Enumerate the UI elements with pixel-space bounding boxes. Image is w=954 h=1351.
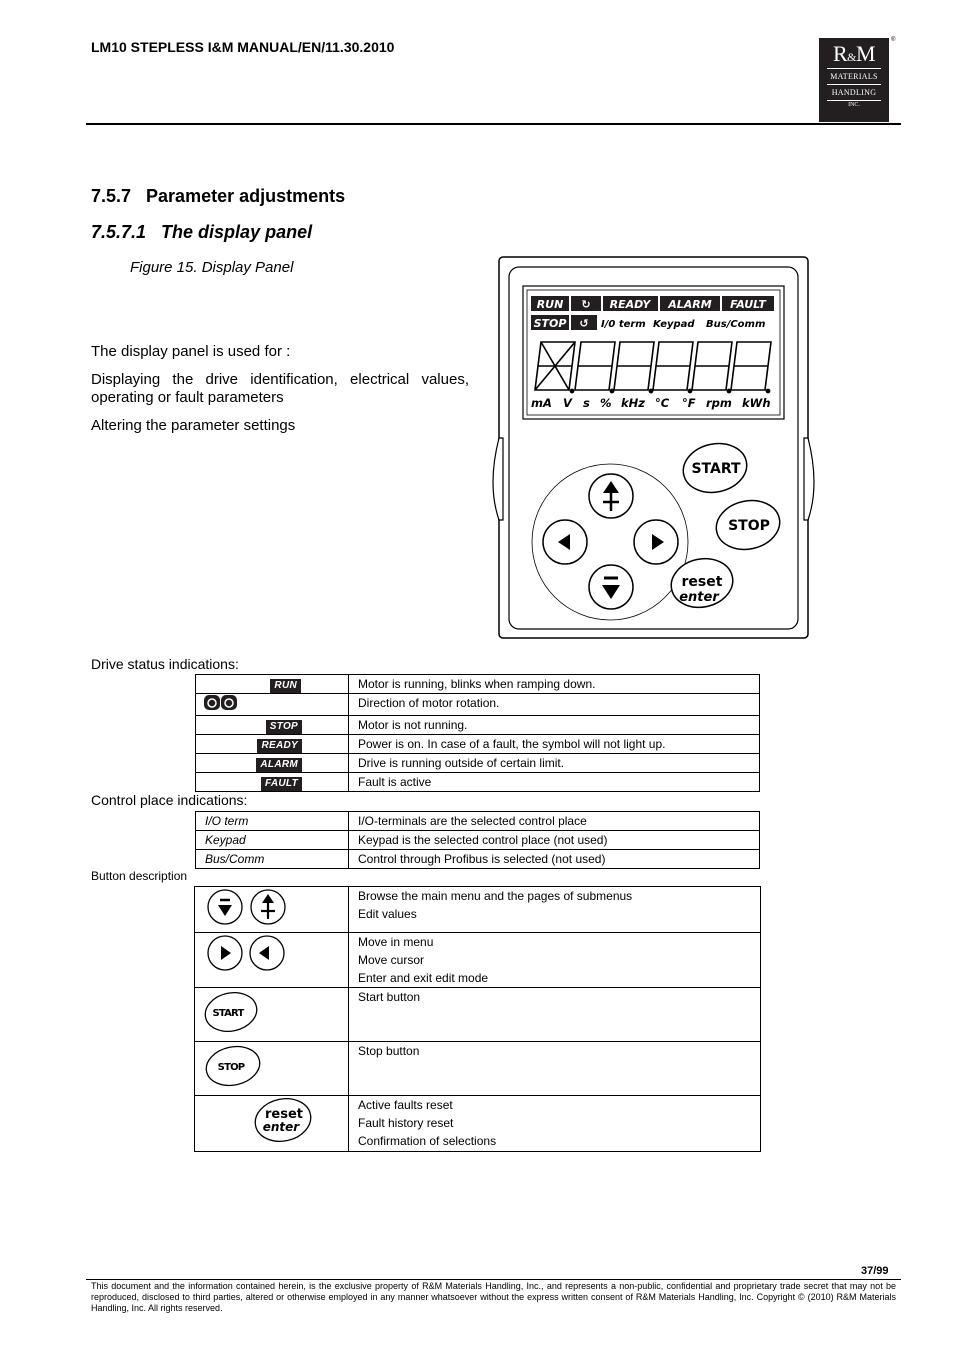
table-row: reset enter Active faults reset Fault history reset Confirmation of selections [195, 1096, 761, 1152]
lcd-unit-label: mA [531, 396, 552, 410]
lcd-unit-label: °C [655, 396, 670, 410]
footer-divider [86, 1279, 901, 1280]
table-row: Browse the main menu and the pages of submenus Edit values [195, 887, 761, 933]
table-row: Direction of motor rotation. [196, 694, 760, 716]
svg-text:reset: reset [681, 574, 723, 590]
lcd-unit-label: % [600, 396, 612, 410]
rotation-direction-icon [204, 695, 238, 710]
svg-text:enter: enter [262, 1120, 300, 1134]
table-row: Keypad Keypad is the selected control place (not used) [196, 831, 760, 850]
lcd-alarm-indicator: ALARM [668, 298, 712, 311]
stop-button-icon [195, 1042, 348, 1090]
left-right-buttons-icon [195, 933, 348, 973]
table-row: START Start button [195, 988, 761, 1042]
table-row: STOP Motor is not running. [196, 716, 760, 735]
figure-caption: Figure 15. Display Panel [130, 259, 294, 276]
use-item-alter: Altering the parameter settings [91, 417, 296, 434]
control-label: Control place indications: [91, 792, 248, 808]
svg-text:START: START [212, 1008, 244, 1019]
status-table [195, 674, 760, 792]
table-row: ALARM Drive is running outside of certain limit. [196, 754, 760, 773]
svg-text:reset: reset [265, 1107, 303, 1122]
svg-text:enter: enter [679, 590, 719, 605]
display-panel-figure [486, 254, 822, 646]
lcd-fault-indicator: FAULT [730, 298, 766, 311]
table-row: Move in menu Move cursor Enter and exit edit mode [195, 933, 761, 988]
control-table [195, 811, 760, 869]
confidentiality-notice: This document and the information contained herein, is the exclusive property of R&M Materials Handling, Inc., and represents a non-public, confidential and proprietary trade secret that may not be reproduced, disclosed to third parties, altered or otherwise employed in any manner whatsoever without the express written consent of R&M Materials Handling, Inc. Copyright © (2010) R&M Materials Handling, Inc. All rights reserved. [91, 1281, 896, 1313]
lcd-unit-label: °F [682, 396, 696, 410]
page-number: 37/99 [861, 1265, 889, 1277]
table-row: Bus/Comm Control through Profibus is selected (not used) [196, 850, 760, 869]
alarm-symbol: ALARM [256, 758, 302, 772]
table-row: FAULT Fault is active [196, 773, 760, 792]
company-logo: R&M MATERIALS HANDLING INC. [819, 38, 889, 122]
section-heading: 7.5.7 Parameter adjustments [91, 186, 346, 206]
button-desc-label: Button description [91, 869, 188, 883]
header-divider [86, 123, 901, 125]
lcd-unit-label: rpm [706, 396, 732, 410]
ready-symbol: READY [257, 739, 302, 753]
table-row: RUN Motor is running, blinks when ramping down. [196, 675, 760, 694]
up-down-buttons-icon [195, 887, 348, 927]
lcd-unit-label: V [563, 396, 572, 410]
registered-mark: ® [891, 37, 896, 43]
lcd-unit-label: s [583, 396, 590, 410]
button-table [194, 886, 761, 1152]
lcd-keypad-indicator: Keypad [653, 319, 695, 330]
svg-text:STOP: STOP [728, 518, 770, 534]
table-row: I/O term I/O-terminals are the selected control place [196, 812, 760, 831]
subsection-heading: 7.5.7.1 The display panel [91, 222, 313, 242]
lcd-ready-indicator: READY [609, 298, 651, 311]
svg-text:STOP: STOP [217, 1062, 245, 1073]
svg-text:↻: ↻ [581, 298, 591, 311]
lcd-stop-indicator: STOP [533, 317, 567, 330]
lcd-bus-comm-indicator: Bus/Comm [706, 319, 766, 330]
fault-symbol: FAULT [261, 777, 302, 791]
intro-text: The display panel is used for : [91, 343, 291, 360]
lcd-unit-label: kWh [742, 396, 771, 410]
stop-symbol: STOP [266, 720, 302, 734]
start-button-icon [195, 988, 348, 1036]
document-title: LM10 STEPLESS I&M MANUAL/EN/11.30.2010 [91, 39, 395, 55]
status-label: Drive status indications: [91, 656, 239, 672]
use-item-display: Displaying the drive identification, electrical values, operating or fault parameters [91, 371, 469, 406]
svg-text:↺: ↺ [579, 317, 589, 330]
svg-text:RUN: RUN [536, 298, 564, 311]
svg-text:START: START [691, 461, 741, 477]
table-row: STOP Stop button [195, 1042, 761, 1096]
lcd-unit-label: kHz [621, 396, 645, 410]
lcd-io-term-indicator: I/0 term [601, 319, 646, 330]
table-row: READY Power is on. In case of a fault, the symbol will not light up. [196, 735, 760, 754]
reset-enter-button-icon [195, 1096, 348, 1146]
run-symbol: RUN [270, 679, 301, 693]
